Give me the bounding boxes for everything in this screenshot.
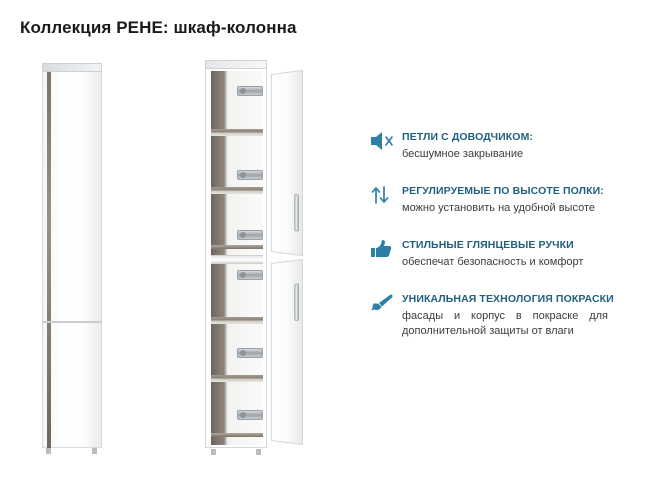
hinge-pin [240,88,246,94]
closed-cabinet-body [42,63,102,448]
hinge-pin [240,172,246,178]
feature-text: бесшумное закрывание [402,148,524,160]
open-cabinet-foot-left [211,449,216,455]
hinge-icon-1 [237,86,263,96]
shelf-1 [211,129,263,136]
paint-brush-icon [368,293,394,313]
feature-text: можно установить на удобной высоте [402,202,595,214]
upper-door [271,70,303,256]
thumbs-up-icon [368,239,394,259]
feature-title: СТИЛЬНЫЕ ГЛЯНЦЕВЫЕ РУЧКИ [402,239,574,251]
closed-cabinet-foot-right [92,448,97,454]
feature-title: ПЕТЛИ С ДОВОДЧИКОМ: [402,131,534,143]
lower-door [271,259,303,445]
upper-door-handle [294,194,299,232]
hinge-pin [240,272,246,278]
soft-close-hinge-icon [368,131,394,151]
hinge-icon-2 [237,170,263,180]
hinge-pin [240,232,246,238]
height-adjust-arrows-icon [368,185,394,205]
feature-text: обеспечат безопасность и комфорт [402,256,584,268]
closed-cabinet-image [42,63,102,448]
product-illustration [20,58,340,458]
hinge-icon-4 [237,270,263,280]
middle-divider [211,255,263,264]
hinge-pin [240,412,246,418]
shelf-4 [211,317,263,324]
feature-item-hinges [368,130,653,162]
open-cabinet-top [205,60,267,69]
bottom-panel [211,433,263,437]
shelf-5 [211,375,263,382]
feature-title: УНИКАЛЬНАЯ ТЕХНОЛОГИЯ ПОКРАСКИ [402,293,614,305]
feature-text: фасады и корпус в покраске для дополнительной защиты от влаги [402,310,608,337]
hinge-pin [240,350,246,356]
open-cabinet-image [175,58,325,453]
closed-cabinet-top [42,63,102,72]
hinge-icon-3 [237,230,263,240]
shelf-3 [211,245,263,249]
closed-cabinet-handle-strip [47,72,51,448]
page-title: Коллекция РЕНЕ: шкаф-колонна [20,18,297,37]
closed-cabinet-foot-left [46,448,51,454]
open-cabinet-carcass [205,68,267,448]
feature-item-paint [368,292,653,339]
feature-item-handles [368,238,653,270]
hinge-icon-6 [237,410,263,420]
feature-item-shelves [368,184,653,216]
closed-cabinet-door-split [42,321,102,323]
open-cabinet-foot-right [256,449,261,455]
feature-list [368,130,653,361]
hinge-icon-5 [237,348,263,358]
feature-title: РЕГУЛИРУЕМЫЕ ПО ВЫСОТЕ ПОЛКИ: [402,185,604,197]
lower-door-handle [294,283,299,321]
shelf-2 [211,187,263,194]
